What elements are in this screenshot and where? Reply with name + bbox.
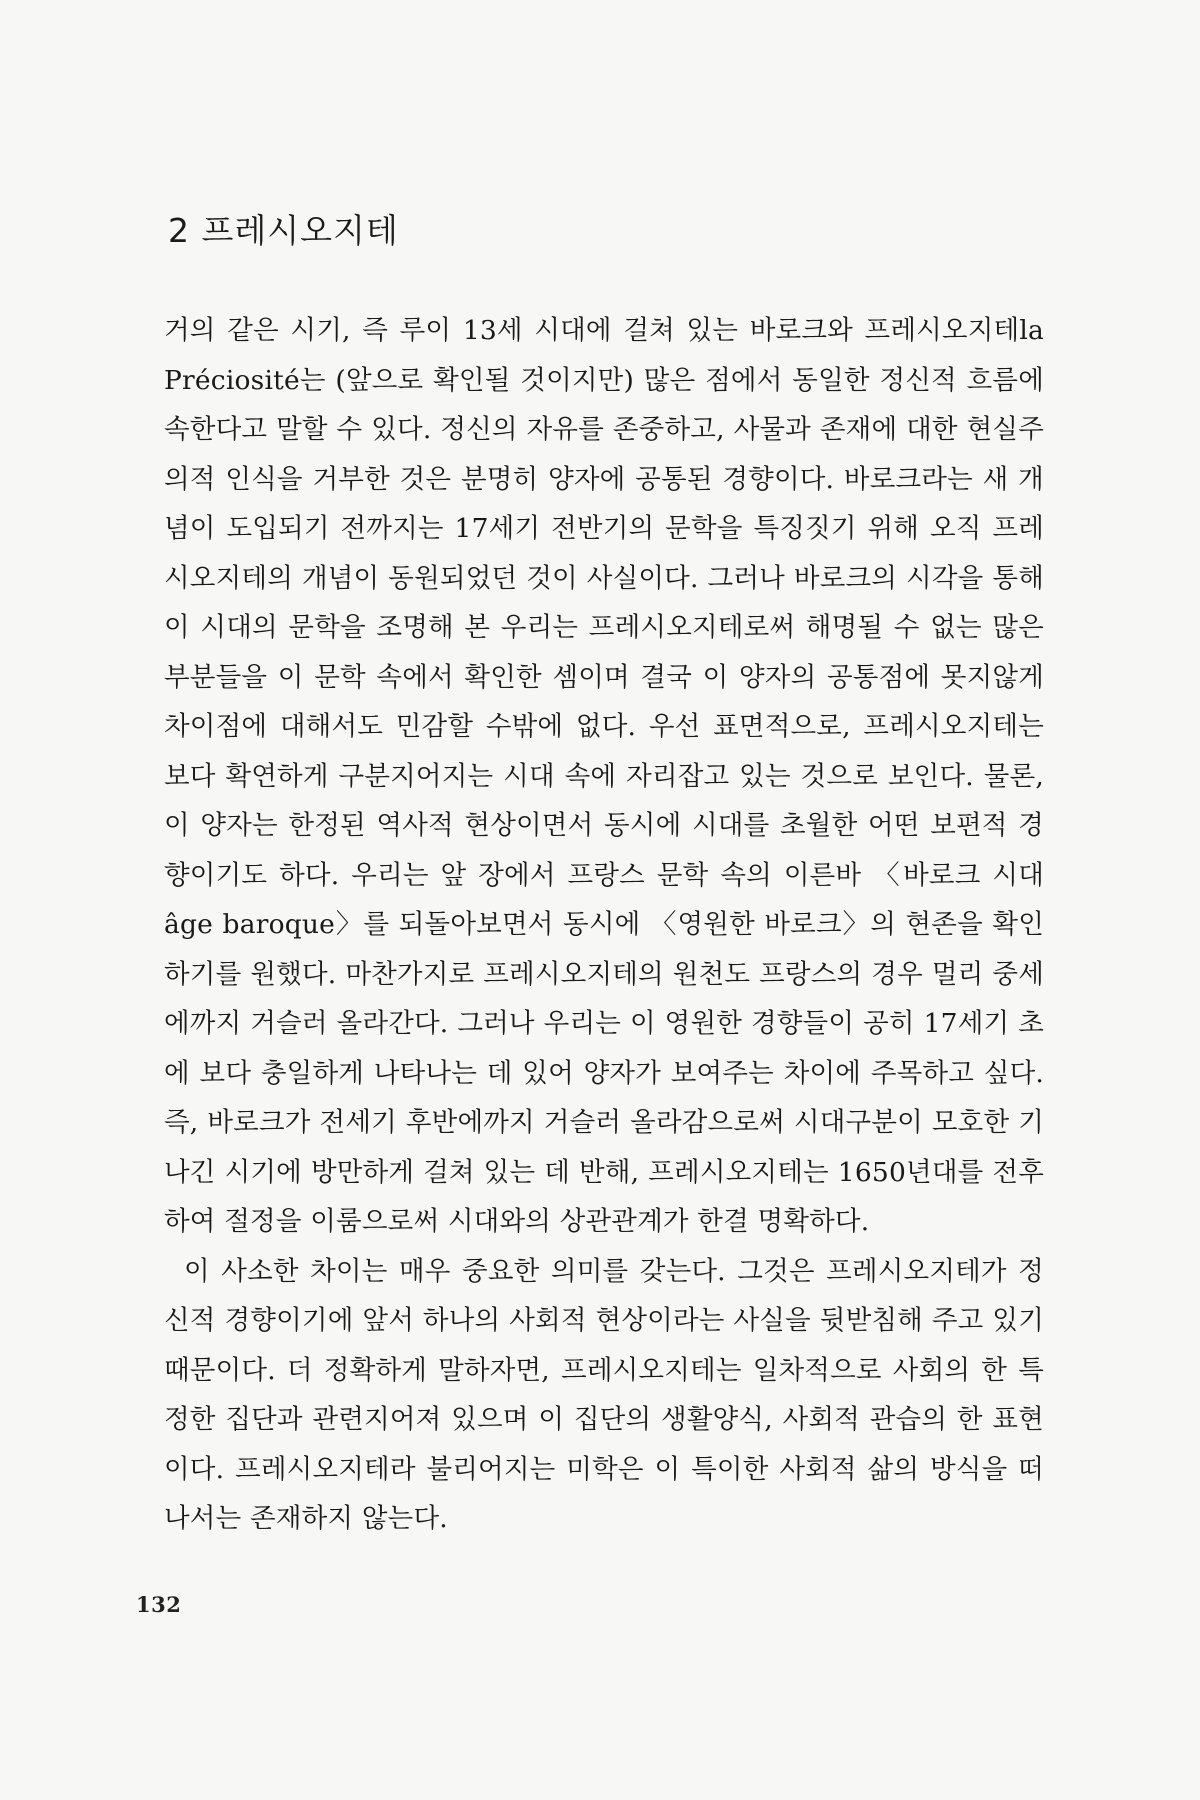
section-heading: 2 프레시오지테 <box>168 211 399 250</box>
paragraph-1: 거의 같은 시기, 즉 루이 13세 시대에 걸쳐 있는 바로크와 프레시오지테la Préciosité는 (앞으로 확인될 것이지만) 많은 점에서 동일한 정신적 흐름에 속한다고 말할 수 있다. 정신의 자유를 존중하고, 사물과 존재에 대한 현실주의적 인식을 거부한 것은 분명히 양자에 공통된 경향이다. 바로크라는 새 개념이 도입되기 전까지는 17세기 전반기의 문학을 특징짓기 위해 오직 프레시오지테의 개념이 동원되었던 것이 사실이다. 그러나 바로크의 시각을 통해 이 시대의 문학을 조명해 본 우리는 프레시오지테로써 해명될 수 없는 많은 부분들을 이 문학 속에서 확인한 셈이며 결국 이 양자의 공통점에 못지않게 차이점에 대해서도 민감할 수밖에 없다. 우선 표면적으로, 프레시오지테는 보다 확연하게 구분지어지는 시대 속에 자리잡고 있는 것으로 보인다. 물론, 이 양자는 한정된 역사적 현상이면서 동시에 시대를 초월한 어떤 보편적 경향이기도 하다. 우리는 앞 장에서 프랑스 문학 속의 이른바 〈바로크 시대âge baroque〉를 되돌아보면서 동시에 〈영원한 바로크〉의 현존을 확인하기를 원했다. 마찬가지로 프레시오지테의 원천도 프랑스의 경우 멀리 중세에까지 거슬러 올라간다. 그러나 우리는 이 영원한 경향들이 공히 17세기 초에 보다 충일하게 나타나는 데 있어 양자가 보여주는 차이에 주목하고 싶다. 즉, 바로크가 전세기 후반에까지 거슬러 올라감으로써 시대구분이 모호한 기나긴 시기에 방만하게 걸쳐 있는 데 반해, 프레시오지테는 1650년대를 전후하여 절정을 이룸으로써 시대와의 상관관계가 한결 명확하다. <box>164 315 1044 1237</box>
body-text <box>164 306 1044 1544</box>
paragraph-2: 이 사소한 차이는 매우 중요한 의미를 갖는다. 그것은 프레시오지테가 정신적 경향이기에 앞서 하나의 사회적 현상이라는 사실을 뒷받침해 주고 있기 때문이다. 더 정확하게 말하자면, 프레시오지테는 일차적으로 사회의 한 특정한 집단과 관련지어져 있으며 이 집단의 생활양식, 사회적 관습의 한 표현이다. 프레시오지테라 불리어지는 미학은 이 특이한 사회적 삶의 방식을 떠나서는 존재하지 않는다. <box>164 1255 1044 1534</box>
page-number: 132 <box>136 1592 182 1617</box>
